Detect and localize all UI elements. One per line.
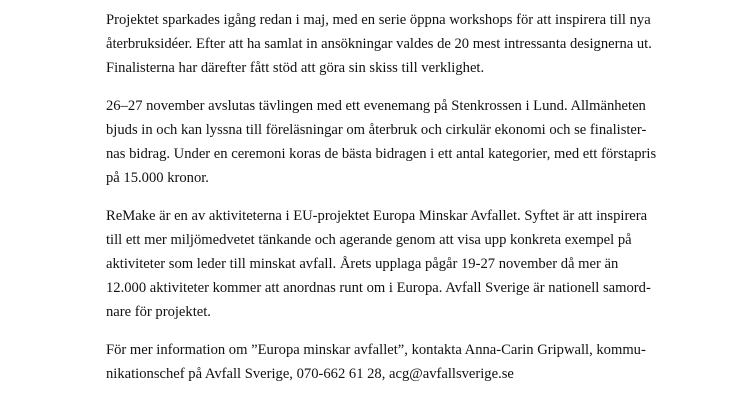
text-line: ReMake är en av aktiviteterna i EU-projektet Europa Minskar Avfallet. Syftet är att inspirera xyxy=(106,208,648,224)
text-line: aktiviteter som leder till minskat avfall. Årets upplaga pågår 19-27 november då mer än xyxy=(106,256,619,272)
document-body xyxy=(106,8,706,400)
text-line: Finalisterna har därefter fått stöd att göra sin skiss till verklighet. xyxy=(106,60,485,76)
text-line: 12.000 aktiviteter kommer att anordnas runt om i Europa. Avfall Sverige är nationell samord- xyxy=(106,280,651,296)
text-line: till ett mer miljömedvetet tänkande och agerande genom att visa upp konkreta exempel på xyxy=(106,232,632,248)
text-line: nas bidrag. Under en ceremoni koras de bästa bidragen i ett antal kategorier, med ett förstapris xyxy=(106,146,657,162)
paragraph-remake xyxy=(106,204,706,324)
text-line: bjuds in och kan lyssna till föreläsningar om återbruk och cirkulär ekonomi och se finalister- xyxy=(106,122,647,138)
text-line: För mer information om ”Europa minskar avfallet”, kontakta Anna-Carin Gripwall, kommu- xyxy=(106,342,646,358)
text-line: nare för projektet. xyxy=(106,304,211,320)
paragraph-event xyxy=(106,94,706,190)
paragraph-project-start xyxy=(106,8,706,80)
text-line: Projektet sparkades igång redan i maj, med en serie öppna workshops för att inspirera till nya xyxy=(106,12,651,28)
text-line: nikationschef på Avfall Sverige, 070-662 61 28, acg@avfallsverige.se xyxy=(106,366,514,382)
text-line: 26–27 november avslutas tävlingen med ett evenemang på Stenkrossen i Lund. Allmänheten xyxy=(106,98,646,114)
paragraph-contact xyxy=(106,338,706,386)
text-line: på 15.000 kronor. xyxy=(106,170,209,186)
text-line: återbruksidéer. Efter att ha samlat in ansökningar valdes de 20 mest intressanta designerna ut. xyxy=(106,36,652,52)
